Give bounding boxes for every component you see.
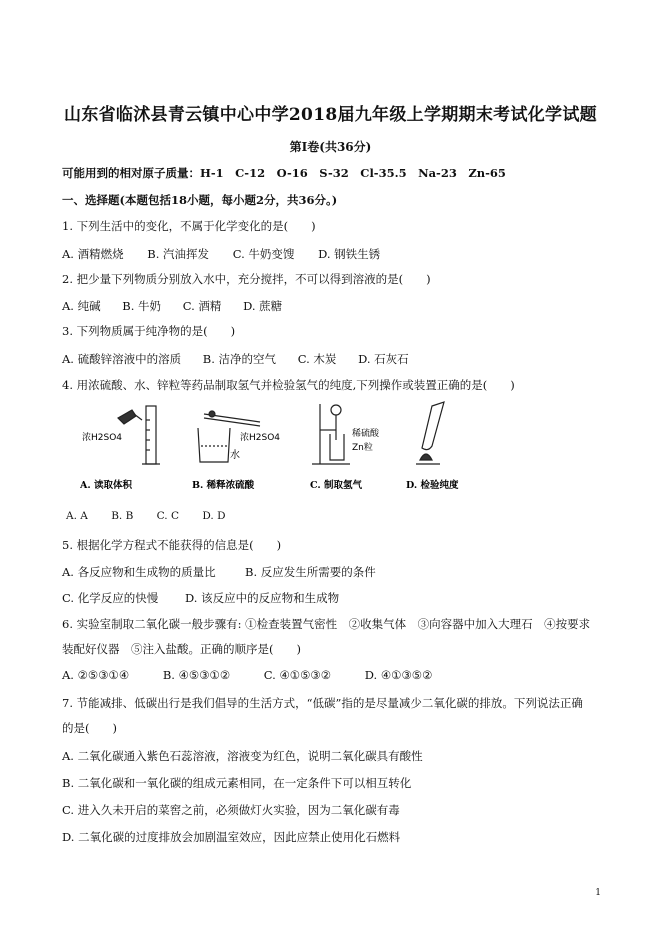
q2-option-d: D. 蔗糖 xyxy=(243,299,283,313)
caption-c: C. 制取氢气 xyxy=(310,480,363,491)
question-3-stem: 3. 下列物质属于纯净物的是( ) xyxy=(62,324,236,338)
label-dilute-acid: 稀硫酸 xyxy=(352,429,380,439)
q4-option-b: B. B xyxy=(111,510,134,522)
q3-option-d: D. 石灰石 xyxy=(358,352,409,366)
caption-a: A. 读取体积 xyxy=(80,480,132,491)
q1-option-c: C. 牛奶变馊 xyxy=(232,247,295,261)
question-6-options xyxy=(62,668,462,682)
question-4-stem: 4. 用浓硫酸、水、锌粒等药品制取氢气并检验氢气的纯度,下列操作或装置正确的是( ) xyxy=(62,378,515,392)
purity-test-apparatus xyxy=(416,402,444,464)
q5-option-c: C. 化学反应的快慢 xyxy=(62,591,159,605)
q6-option-d: D. ④①③⑤② xyxy=(364,668,433,682)
section-subtitle: 第Ⅰ卷(共36分) xyxy=(289,140,372,154)
label-acid-b: 浓H2SO4 xyxy=(240,433,281,443)
hydrogen-generator xyxy=(312,404,350,464)
question-4-options xyxy=(66,510,246,522)
q4-option-d: D. D xyxy=(202,510,226,522)
q6-option-c: C. ④①⑤③② xyxy=(263,668,332,682)
q1-option-d: D. 钢铁生锈 xyxy=(318,247,381,261)
q5-option-d: D. 该反应中的反应物和生成物 xyxy=(185,591,340,605)
q5-option-b: B. 反应发生所需要的条件 xyxy=(245,565,376,579)
q1-option-a: A. 酒精燃烧 xyxy=(62,247,124,261)
q7-option-d: D. 二氧化碳的过度排放会加剧温室效应，因此应禁止使用化石燃料 xyxy=(62,830,401,844)
q4-apparatus-figure xyxy=(80,400,500,495)
question-6-stem-line2: 装配好仪器 ⑤注入盐酸。正确的顺序是( ) xyxy=(62,642,301,656)
caption-d: D. 检验纯度 xyxy=(406,480,459,491)
q3-option-a: A. 硫酸锌溶液中的溶质 xyxy=(62,352,182,366)
section-heading: 一、选择题(本题包括18小题，每小题2分，共36分。) xyxy=(62,193,338,207)
question-6-stem-line1: 6. 实验室制取二氧化碳一般步骤有: ①检查装置气密性 ②收集气体 ③向容器中加入大理石 ④按要求 xyxy=(62,617,591,631)
q7-option-b: B. 二氧化碳和一氧化碳的组成元素相同，在一定条件下可以相互转化 xyxy=(62,776,412,790)
q2-option-c: C. 酒精 xyxy=(182,299,222,313)
exam-title: 山东省临沭县青云镇中心中学2018届九年级上学期期末考试化学试题 xyxy=(64,105,597,125)
q7-option-c: C. 进入久未开启的菜窖之前，必须做灯火实验，因为二氧化碳有毒 xyxy=(62,803,400,817)
question-7-stem-line2: 的是( ) xyxy=(62,721,117,735)
q2-option-a: A. 纯碱 xyxy=(62,299,101,313)
question-3-options xyxy=(62,351,427,367)
q2-option-b: B. 牛奶 xyxy=(122,299,162,313)
label-acid-a: 浓H2SO4 xyxy=(82,433,123,443)
page-number: 1 xyxy=(595,888,601,898)
q5-option-a: A. 各反应物和生成物的质量比 xyxy=(62,565,216,579)
label-zinc: Zn粒 xyxy=(352,443,373,453)
question-7-stem-line1: 7. 节能减排、低碳出行是我们倡导的生活方式，“低碳”指的是尽量减少二氧化碳的排放。下列说法正确 xyxy=(62,696,583,710)
q3-option-b: B. 洁净的空气 xyxy=(202,352,277,366)
cylinder-apparatus xyxy=(118,406,160,464)
q1-option-b: B. 汽油挥发 xyxy=(147,247,210,261)
q6-option-a: A. ②⑤③①④ xyxy=(62,668,130,682)
question-2-options xyxy=(62,298,300,314)
apparatus-drawing xyxy=(80,400,500,495)
question-1-options xyxy=(62,246,400,262)
q3-option-c: C. 木炭 xyxy=(297,352,337,366)
question-5-stem: 5. 根据化学方程式不能获得的信息是( ) xyxy=(62,538,282,552)
q4-option-a: A. A xyxy=(66,510,88,522)
caption-b: B. 稀释浓硫酸 xyxy=(192,480,255,491)
label-water: 水 xyxy=(230,450,240,461)
q7-option-a: A. 二氧化碳通入紫色石蕊溶液，溶液变为红色，说明二氧化碳具有酸性 xyxy=(62,749,423,763)
q4-option-c: C. C xyxy=(156,510,180,522)
question-1-stem: 1. 下列生活中的变化，不属于化学变化的是( ) xyxy=(62,219,316,233)
atomic-mass-line: 可能用到的相对原子质量：H-1 C-12 O-16 S-32 Cl-35.5 Na-23 Zn-65 xyxy=(62,166,506,180)
question-2-stem: 2. 把少量下列物质分别放入水中，充分搅拌，不可以得到溶液的是( ) xyxy=(62,272,431,286)
q6-option-b: B. ④⑤③①② xyxy=(162,668,231,682)
